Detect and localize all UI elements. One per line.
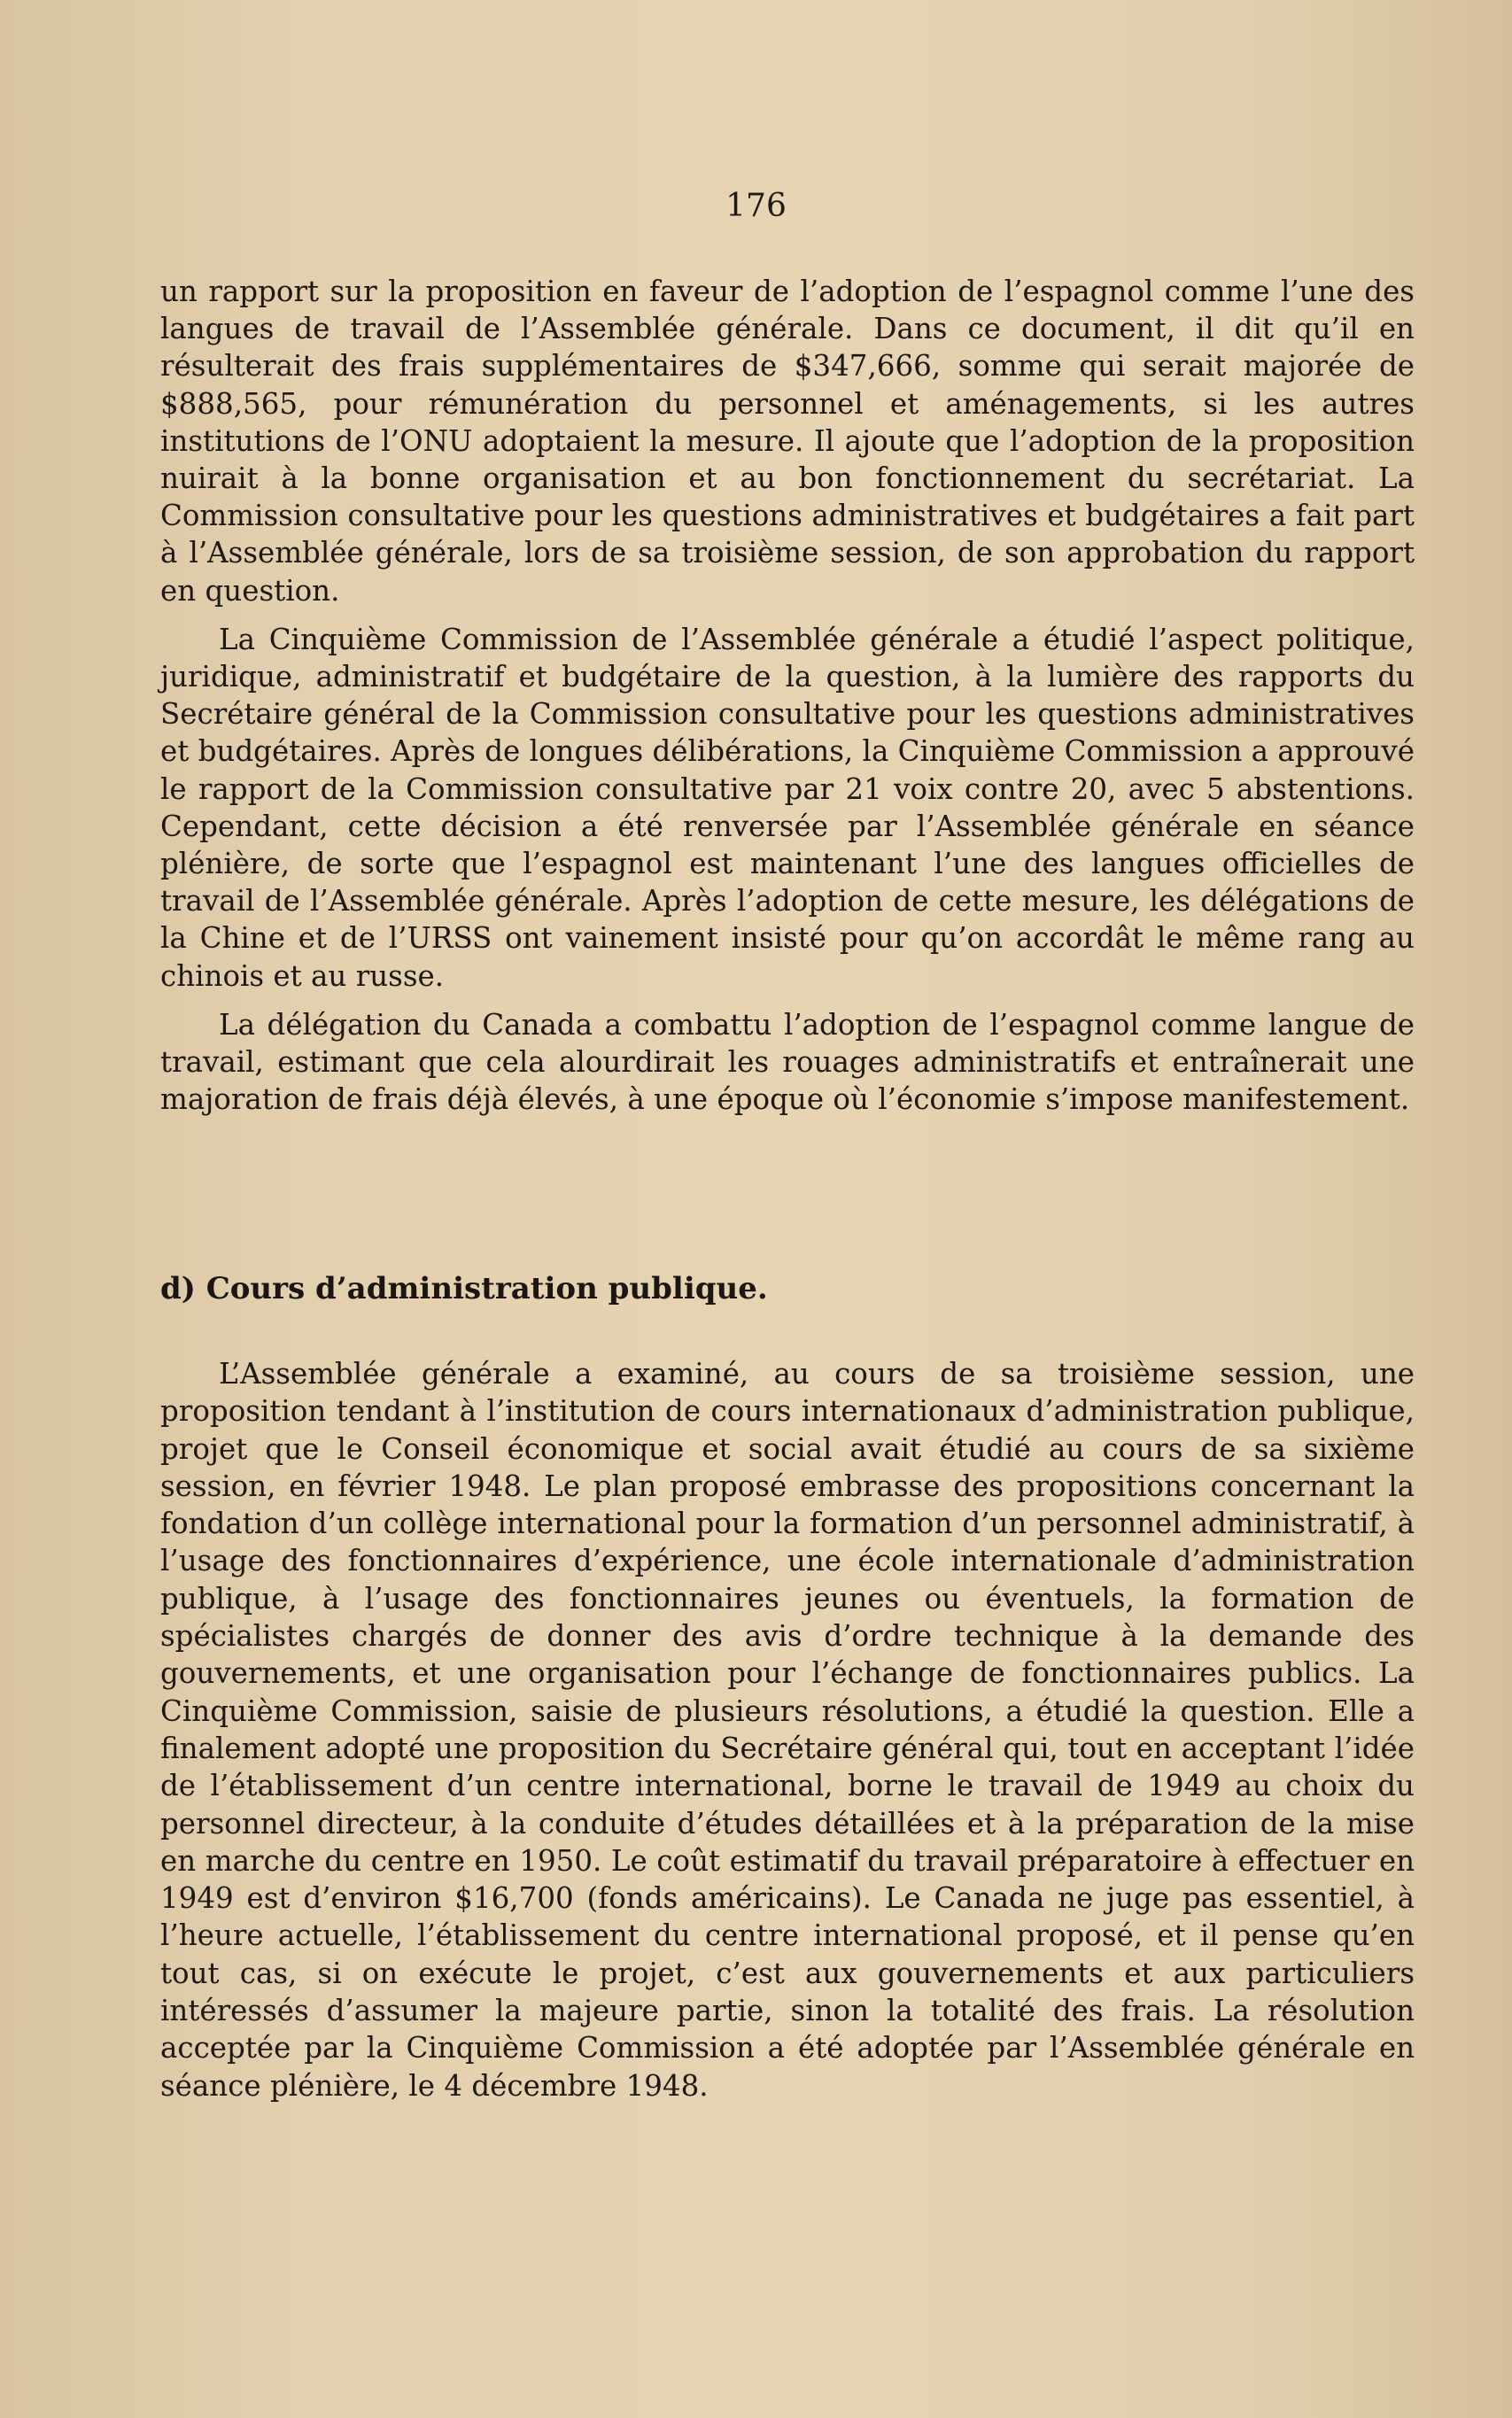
section-body (160, 1355, 1415, 2104)
paragraph: un rapport sur la proposition en faveur de l’adoption de l’espagnol comme l’une des langues de travail de l’Assemblée générale. Dans ce document, il dit qu’il en résulterait des frais supplémentaires de $347,666, somme qui serait majorée de $888,565, pour rémunération du personnel et aménagements, si les autres institutions de l’ONU adoptaient la mesure. Il ajoute que l’adoption de la proposition nuirait à la bonne organisation et au bon fonctionnement du secrétariat. La Commission consultative pour les questions administratives et budgétaires a fait part à l’Assemblée générale, lors de sa troisième session, de son approbation du rapport en question. (160, 275, 1415, 608)
body-text (160, 273, 1415, 1118)
paragraph: La Cinquième Commission de l’Assemblée générale a étudié l’aspect politique, juridique, administratif et budgétaire de la question, à la lumière des rapports du Secrétaire général de la Commission consultative pour les questions administratives et budgétaires. Après de longues délibérations, la Cinquième Commission a approuvé le rapport de la Commission consultative par 21 voix contre 20, avec 5 abstentions. Cependant, cette décision a été renversée par l’Assemblée générale en séance plénière, de sorte que l’espagnol est maintenant l’une des langues officielles de travail de l’Assemblée générale. Après l’adoption de cette mesure, les délégations de la Chine et de l’URSS ont vainement insisté pour qu’on accordât le même rang au chinois et au russe. (160, 622, 1415, 993)
page-number: 176 (725, 188, 787, 224)
section-heading: d) Cours d’administration publique. (160, 1271, 768, 1306)
paragraph: La délégation du Canada a combattu l’adoption de l’espagnol comme langue de travail, estimant que cela alourdirait les rouages administratifs et entraînerait une majoration de frais déjà élevés, à une époque où l’économie s’impose manifestement. (160, 1007, 1415, 1117)
paragraph: L’Assemblée générale a examiné, au cours de sa troisième session, une proposition tendant à l’institution de cours internationaux d’administration publique, projet que le Conseil économique et social avait étudié au cours de sa sixième session, en février 1948. Le plan proposé embrasse des propositions concernant la fondation d’un collège international pour la formation d’un personnel administratif, à l’usage des fonctionnaires d’expérience, une école internationale d’administration publique, à l’usage des fonctionnaires jeunes ou éventuels, la formation de spécialistes chargés de donner des avis d’ordre technique à la demande des gouvernements, et une organisation pour l’échange de fonctionnaires publics. La Cinquième Commission, saisie de plusieurs résolutions, a étudié la question. Elle a finalement adopté une proposition du Secrétaire général qui, tout en acceptant l’idée de l’établissement d’un centre international, borne le travail de 1949 au choix du personnel directeur, à la conduite d’études détaillées et à la préparation de la mise en marche du centre en 1950. Le coût estimatif du travail préparatoire à effectuer en 1949 est d’environ $16,700 (fonds américains). Le Canada ne juge pas essentiel, à l’heure actuelle, l’établissement du centre international proposé, et il pense qu’en tout cas, si on exécute le projet, c’est aux gouvernements et aux particuliers intéressés d’assumer la majeure partie, sinon la totalité des frais. La résolution acceptée par la Cinquième Commission a été adoptée par l’Assemblée générale en séance plénière, le 4 décembre 1948. (160, 1357, 1415, 2103)
